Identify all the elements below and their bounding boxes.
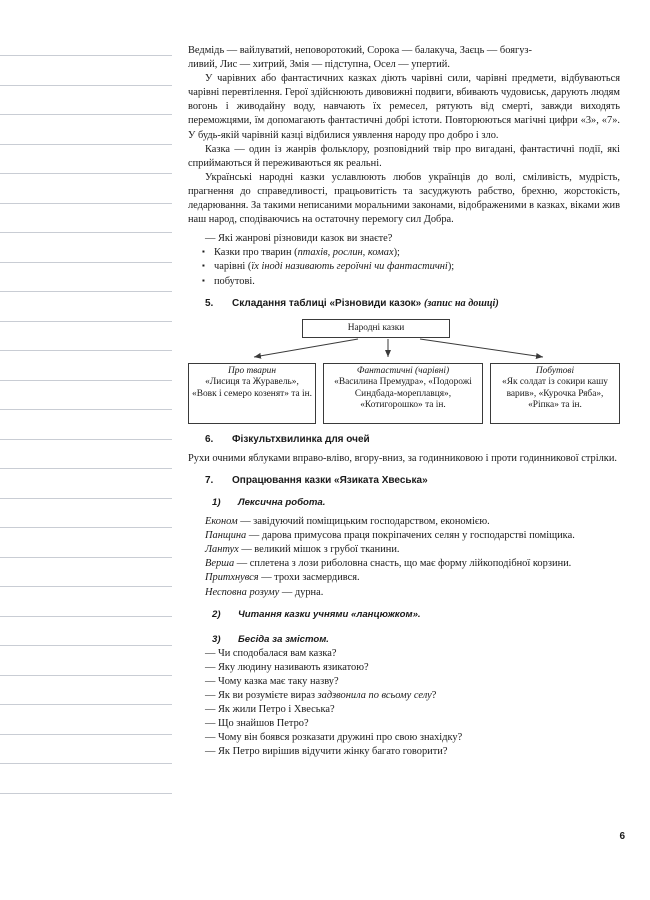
paragraph-line: ливий, Лис — хитрий, Змія — підступна, Осел — упертий. bbox=[188, 59, 450, 71]
section-number: 5. bbox=[205, 297, 214, 309]
question-text-tail: ? bbox=[431, 690, 437, 702]
lexical-term: Лантух bbox=[205, 544, 239, 556]
lexical-entry bbox=[188, 586, 620, 600]
lexical-term: Верша bbox=[205, 558, 235, 570]
margin-rule-line bbox=[0, 439, 172, 440]
subsection-number: 2) bbox=[212, 608, 221, 620]
discussion-question bbox=[188, 689, 620, 703]
margin-rule-line bbox=[0, 763, 172, 764]
section-number: 7. bbox=[205, 474, 214, 486]
bullet-text-tail: ); bbox=[393, 247, 400, 259]
question-text: — Чи сподобалася вам казка? bbox=[205, 647, 337, 659]
paragraph-ukrainian-tales: Українські народні казки уславлюють любов українців до волі, сміливість, мудрість, прагнення до справедливості, працьовитість та засуджують рабство, брехню, жорстокість, ледарювання. За такими неписаними моральними законами, відображеними в казках, віками жив наш народ, сподіваючись на остаточну перемогу сил Добра. bbox=[188, 171, 620, 226]
margin-rule-line bbox=[0, 262, 172, 263]
diagram-leaf-box-fantastic bbox=[323, 363, 483, 424]
bullet-text: чарівні ( bbox=[214, 261, 252, 273]
margin-rule-line bbox=[0, 527, 172, 528]
lexical-entry bbox=[188, 557, 620, 571]
diagram-root-label: Народні казки bbox=[347, 322, 405, 333]
paragraph-eye-exercise: Рухи очними яблуками вправо-вліво, вгору-вниз, за годинниковою і проти годинникової стрілки. bbox=[188, 452, 617, 464]
lexical-term: Притхнувся bbox=[205, 572, 259, 584]
margin-rule-line bbox=[0, 55, 172, 56]
diagram-leaf-box-animals bbox=[188, 363, 316, 424]
margin-rule-line bbox=[0, 291, 172, 292]
margin-rule-line bbox=[0, 321, 172, 322]
question-text: — Як жили Петро і Хвеська? bbox=[205, 704, 335, 716]
margin-rule-line bbox=[0, 704, 172, 705]
question-text-italic: задзвонила по всьому селу bbox=[317, 690, 432, 702]
bullet-text: побутові. bbox=[214, 275, 255, 287]
section-title bbox=[232, 474, 620, 488]
lexical-entry bbox=[188, 515, 620, 529]
section-title-bold: Складання таблиці «Різновиди казок» bbox=[232, 297, 425, 309]
diagram-leaf-box-everyday bbox=[490, 363, 620, 424]
margin-rule-line bbox=[0, 380, 172, 381]
lexical-entry bbox=[188, 571, 620, 585]
section-number: 6. bbox=[205, 433, 214, 445]
discussion-question bbox=[188, 703, 620, 717]
diagram-leaf-title: Про тварин bbox=[228, 365, 276, 376]
question-text: — Чому він боявся розказати дружині про свою знахідку? bbox=[205, 732, 463, 744]
subsection-heading-discussion bbox=[188, 633, 620, 647]
lexical-definition: — дарова примусова праця покріпачених селян у господарстві поміщика. bbox=[246, 530, 575, 542]
lexical-definition: — великий мішок з грубої тканини. bbox=[238, 544, 400, 556]
margin-rule-line bbox=[0, 793, 172, 794]
paragraph-tale-definition: Казка — один із жанрів фольклору, розповідний твір про вигадані, фантастичні події, які сприймаються й переживаються як реальні. bbox=[188, 143, 620, 169]
margin-rule-line bbox=[0, 203, 172, 204]
genre-bullet-list bbox=[188, 246, 620, 288]
lexical-term: Панщина bbox=[205, 530, 247, 542]
discussion-question bbox=[188, 717, 620, 731]
section-title-bold: Фізкультхвилинка для очей bbox=[232, 433, 370, 445]
list-item bbox=[188, 275, 620, 289]
margin-rule-line bbox=[0, 173, 172, 174]
margin-rule-line bbox=[0, 557, 172, 558]
margin-rule-line bbox=[0, 144, 172, 145]
section-title-italic: (запис на дошці) bbox=[424, 297, 499, 309]
discussion-question bbox=[188, 661, 620, 675]
question-text: — Як ви розумієте вираз bbox=[205, 690, 318, 702]
diagram-leaf-body: «Василина Премудра», «Подорожі Синдбада-мореплавця», «Котигорошко» та ін. bbox=[334, 377, 472, 411]
bullet-text-tail: ); bbox=[447, 261, 455, 273]
question-text: — Як Петро вирішив відучити жінку багато говорити? bbox=[205, 746, 448, 758]
list-item bbox=[188, 246, 620, 260]
arrow-to-everyday bbox=[420, 339, 543, 357]
discussion-question bbox=[188, 647, 620, 661]
bullet-text-italic: птахів, рослин, комах bbox=[297, 247, 394, 259]
margin-rule-line bbox=[0, 734, 172, 735]
question-text: — Яку людину називають язикатою? bbox=[205, 661, 369, 673]
lexical-term: Економ bbox=[205, 516, 238, 528]
discussion-question bbox=[188, 675, 620, 689]
question-genres: — Які жанрові різновиди казок ви знаєте? bbox=[205, 233, 393, 245]
margin-rule-line bbox=[0, 586, 172, 587]
section-heading-7 bbox=[188, 474, 620, 488]
subsection-number: 3) bbox=[212, 633, 221, 645]
diagram-leaf-title: Побутові bbox=[535, 365, 575, 376]
subsection-title: Лексична робота. bbox=[238, 496, 326, 508]
discussion-question-list bbox=[188, 647, 620, 760]
bullet-text-italic: їх іноді називають героїчні чи фантастичні bbox=[251, 261, 448, 273]
section-title-bold: Опрацювання казки «Язиката Хвеська» bbox=[232, 474, 428, 486]
arrow-to-animals bbox=[254, 339, 358, 357]
paragraph-line: Ведмідь — вайлуватий, неповоротокий, Сорока — балакуча, Заєць — боягуз- bbox=[188, 45, 533, 56]
subsection-heading-lexical-work bbox=[188, 496, 620, 510]
margin-rule-line bbox=[0, 350, 172, 351]
margin-rule-line bbox=[0, 645, 172, 646]
section-heading-5 bbox=[188, 297, 620, 311]
margin-rule-line bbox=[0, 114, 172, 115]
page-number: 6 bbox=[619, 831, 625, 842]
subsection-number: 1) bbox=[212, 496, 221, 508]
subsection-title: Бесіда за змістом. bbox=[238, 633, 329, 645]
discussion-question bbox=[188, 731, 620, 745]
paragraph-animal-traits bbox=[188, 44, 620, 72]
margin-rule-line bbox=[0, 616, 172, 617]
bullet-text: Казки про тварин ( bbox=[214, 247, 298, 259]
section-title bbox=[232, 297, 620, 311]
margin-rule-line bbox=[0, 85, 172, 86]
paragraph-magic-tales: У чарівних або фантастичних казках діють чарівні сили, чарівні предмети, відбуваються чарівні перевтілення. Герої здійснюють дивовижні подвиги, вбивають чудовиськ, дарують людям вогонь і живодайну воду, навчають їх ремесел, рятують від смерті, завжди виходять переможцями, їм допомагають фантастичні добрі істоти. Повторюються магічні цифри «3», «7». У будь-якій чарівній казці відбилися уявлення народу про добро і зло. bbox=[188, 73, 620, 141]
discussion-question bbox=[188, 745, 620, 759]
diagram-leaf-title: Фантастичні (чарівні) bbox=[356, 365, 450, 376]
diagram-leaf-body: «Як солдат із сокири кашу варив», «Курочка Ряба», «Ріпка» та ін. bbox=[502, 377, 608, 411]
lexical-term: Несповна розуму bbox=[205, 586, 280, 598]
lexical-definition: — дурна. bbox=[279, 586, 324, 598]
lexical-definition: — завідуючий поміщицьким господарством, економією. bbox=[237, 516, 490, 528]
margin-ruled-lines bbox=[0, 0, 175, 900]
section-title bbox=[232, 433, 620, 447]
list-item bbox=[188, 260, 620, 274]
margin-rule-line bbox=[0, 498, 172, 499]
lexical-entry bbox=[188, 543, 620, 557]
margin-rule-line bbox=[0, 468, 172, 469]
question-text: — Що знайшов Петро? bbox=[205, 718, 309, 730]
margin-rule-line bbox=[0, 409, 172, 410]
diagram-root-box bbox=[302, 319, 450, 338]
lexical-entry bbox=[188, 529, 620, 543]
section-heading-6 bbox=[188, 433, 620, 447]
diagram-leaf-body: «Лисиця та Журавель», «Вовк і семеро козенят» та ін. bbox=[192, 377, 312, 399]
margin-rule-line bbox=[0, 675, 172, 676]
tale-types-diagram bbox=[188, 319, 620, 425]
page-content-column bbox=[188, 0, 620, 900]
question-text: — Чому казка має таку назву? bbox=[205, 676, 339, 687]
lexical-definition: — сплетена з лози риболовна снасть, що має форму лійкоподібної корзини. bbox=[234, 558, 572, 570]
lexical-definition: — трохи засмердився. bbox=[258, 572, 360, 584]
subsection-title: Читання казки учнями «ланцюжком». bbox=[238, 608, 421, 620]
margin-rule-line bbox=[0, 232, 172, 233]
subsection-heading-chain-reading bbox=[188, 608, 620, 622]
